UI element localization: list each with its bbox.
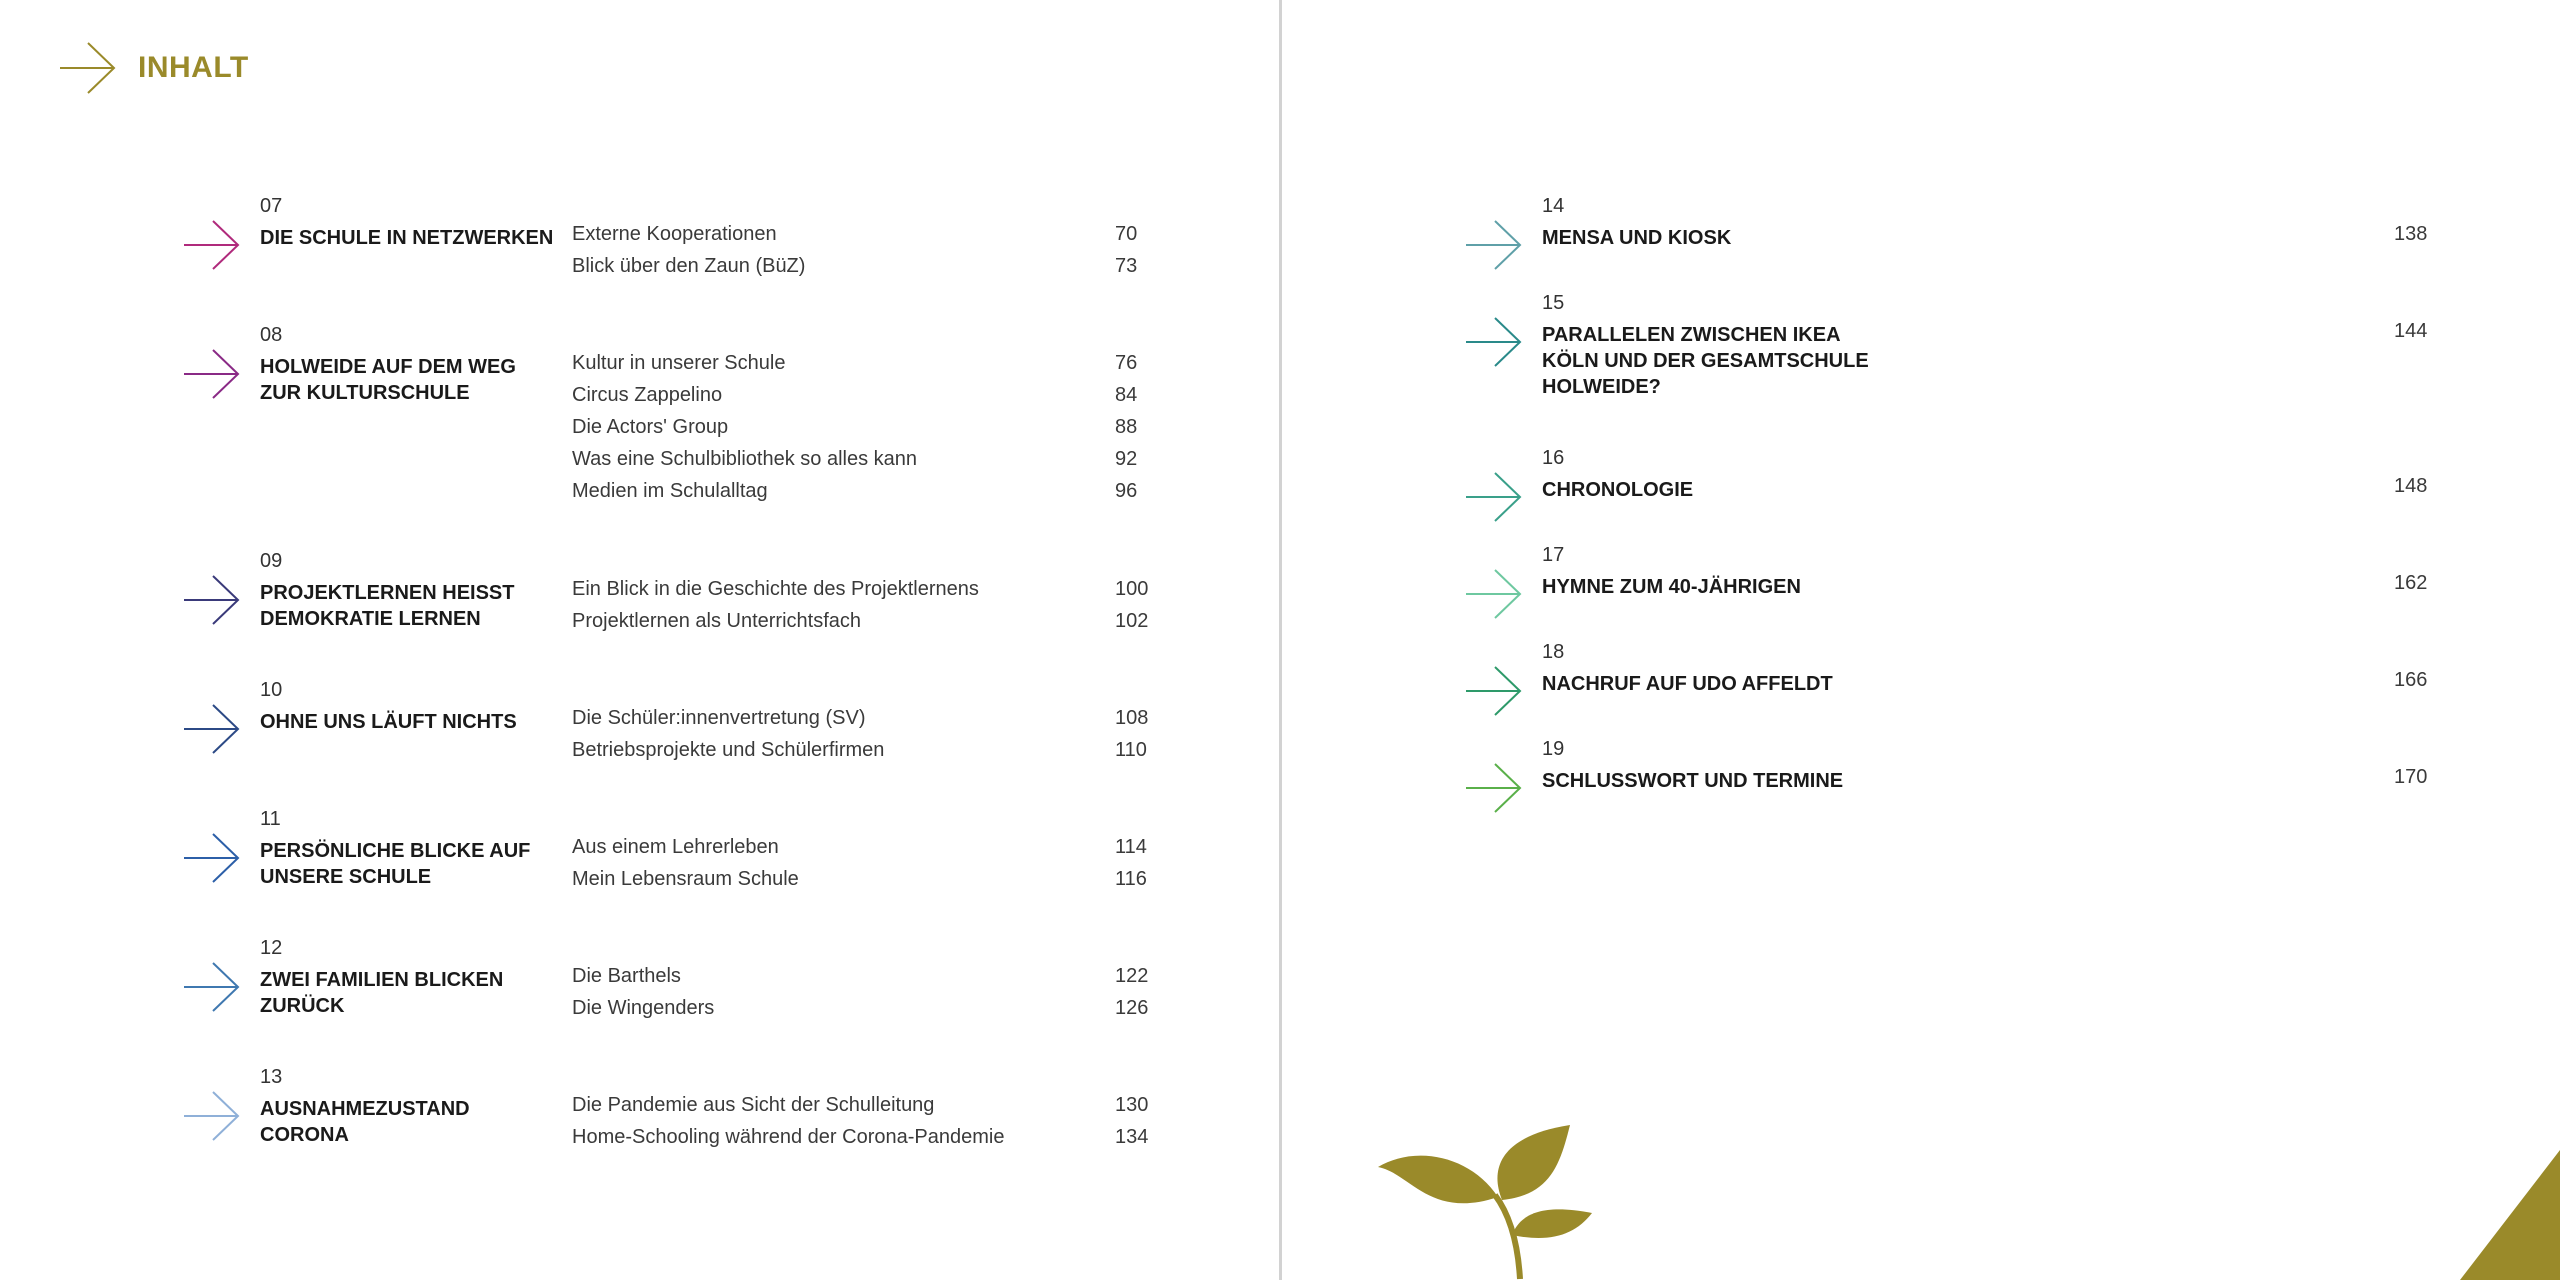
toc-entry-page: 84 [1115,384,1138,406]
chapter-arrow-icon [182,348,242,400]
chapter-arrow-icon [182,961,242,1013]
corner-triangle [2460,1150,2560,1280]
toc-entry-page: 102 [1115,610,1149,632]
chapter-title: AUSNAHMEZUSTAND [260,1098,470,1120]
chapter-number: 08 [260,324,283,346]
chapter-number: 16 [1542,447,1565,469]
chapter-number: 07 [260,195,283,217]
toc-entry-label[interactable]: Projektlernen als Unterrichtsfach [572,610,862,632]
chapter-number: 18 [1542,641,1565,663]
chapter-number: 17 [1542,544,1565,566]
chapter-title: PARALLELEN ZWISCHEN IKEA [1542,324,1841,346]
toc-entry-page: 130 [1115,1094,1149,1116]
chapter-arrow-icon [1464,316,1524,368]
chapter-arrow-icon [1464,219,1524,271]
chapter-title: CHRONOLOGIE [1542,479,1694,501]
chapter-arrow-icon [182,219,242,271]
chapter-title: CORONA [260,1124,349,1146]
chapter-number: 09 [260,550,283,572]
chapter-arrow-icon [1464,762,1524,814]
toc-entry-label[interactable]: Kultur in unserer Schule [572,352,786,374]
toc-entry-page: 108 [1115,707,1149,729]
chapter-arrow-icon [1464,665,1524,717]
chapter-title: DEMOKRATIE LERNEN [260,608,481,630]
chapter-arrow-icon [1464,568,1524,620]
chapter-arrow-icon [182,574,242,626]
toc-entry-label[interactable]: Medien im Schulalltag [572,480,768,502]
spread-divider [1279,0,1282,1280]
contents-header [58,40,249,96]
toc-entry-label[interactable]: Home-Schooling während der Corona-Pandemie [572,1126,1005,1148]
toc-entry-label[interactable]: Blick über den Zaun (BüZ) [572,255,806,277]
chapter-number: 14 [1542,195,1565,217]
toc-entry-page: 88 [1115,416,1138,438]
chapter-title: DIE SCHULE IN NETZWERKEN [260,227,554,249]
toc-entry-page: 110 [1115,739,1147,761]
toc-entry-label[interactable]: Was eine Schulbibliothek so alles kann [572,448,918,470]
chapter-title: OHNE UNS LÄUFT NICHTS [260,711,517,733]
chapter-page-number: 162 [2394,572,2428,594]
chapter-number: 19 [1542,738,1565,760]
chapter-title: ZURÜCK [260,995,345,1017]
chapter-number: 12 [260,937,283,959]
toc-entry-label[interactable]: Die Barthels [572,965,681,987]
chapter-number: 13 [260,1066,283,1088]
toc-entry-page: 100 [1115,578,1149,600]
chapter-arrow-icon [182,1090,242,1142]
chapter-title: UNSERE SCHULE [260,866,432,888]
chapter-number: 15 [1542,292,1565,314]
toc-entry-page: 70 [1115,223,1138,245]
toc-entry-label[interactable]: Die Wingenders [572,997,715,1019]
toc-entry-page: 92 [1115,448,1138,470]
chapter-page-number: 138 [2394,223,2428,245]
chapter-page-number: 144 [2394,320,2428,342]
toc-entry-page: 116 [1115,868,1147,890]
chapter-page-number: 148 [2394,475,2428,497]
chapter-title: HOLWEIDE AUF DEM WEG [260,356,516,378]
toc-entry-label[interactable]: Betriebsprojekte und Schülerfirmen [572,739,885,761]
toc-entry-page: 114 [1115,836,1147,858]
toc-entry-label[interactable]: Die Pandemie aus Sicht der Schulleitung [572,1094,935,1116]
chapter-title: PERSÖNLICHE BLICKE AUF [260,840,531,862]
page-title: INHALT [138,51,249,84]
chapter-page-number: 170 [2394,766,2428,788]
chapter-title: NACHRUF AUF UDO AFFELDT [1542,673,1833,695]
header-arrow-icon [58,40,118,96]
toc-entry-label[interactable]: Circus Zappelino [572,384,723,406]
toc-entry-page: 73 [1115,255,1138,277]
chapter-title: ZUR KULTURSCHULE [260,382,470,404]
toc-entry-label[interactable]: Ein Blick in die Geschichte des Projektlernens [572,578,979,600]
chapter-title: SCHLUSSWORT UND TERMINE [1542,770,1844,792]
chapter-title: HYMNE ZUM 40-JÄHRIGEN [1542,576,1801,598]
toc-entry-page: 76 [1115,352,1138,374]
chapter-title: ZWEI FAMILIEN BLICKEN [260,969,504,991]
chapter-arrow-icon [182,703,242,755]
toc-entry-label[interactable]: Externe Kooperationen [572,223,777,245]
chapter-arrow-icon [182,832,242,884]
chapter-number: 10 [260,679,283,701]
toc-entry-page: 122 [1115,965,1149,987]
chapter-title: PROJEKTLERNEN HEISST [260,582,515,604]
leaf-icon [1370,1125,1600,1280]
chapter-title: KÖLN UND DER GESAMTSCHULE [1542,350,1869,372]
toc-entry-label[interactable]: Die Schüler:innenvertretung (SV) [572,707,866,729]
toc-entry-label[interactable]: Die Actors' Group [572,416,729,438]
toc-entry-page: 96 [1115,480,1138,502]
chapter-title: MENSA UND KIOSK [1542,227,1732,249]
chapter-title: HOLWEIDE? [1542,376,1661,398]
toc-entry-page: 126 [1115,997,1149,1019]
chapter-page-number: 166 [2394,669,2428,691]
toc-entry-label[interactable]: Mein Lebensraum Schule [572,868,799,890]
toc-entry-label[interactable]: Aus einem Lehrerleben [572,836,779,858]
chapter-arrow-icon [1464,471,1524,523]
chapter-number: 11 [260,808,281,830]
toc-entry-page: 134 [1115,1126,1149,1148]
